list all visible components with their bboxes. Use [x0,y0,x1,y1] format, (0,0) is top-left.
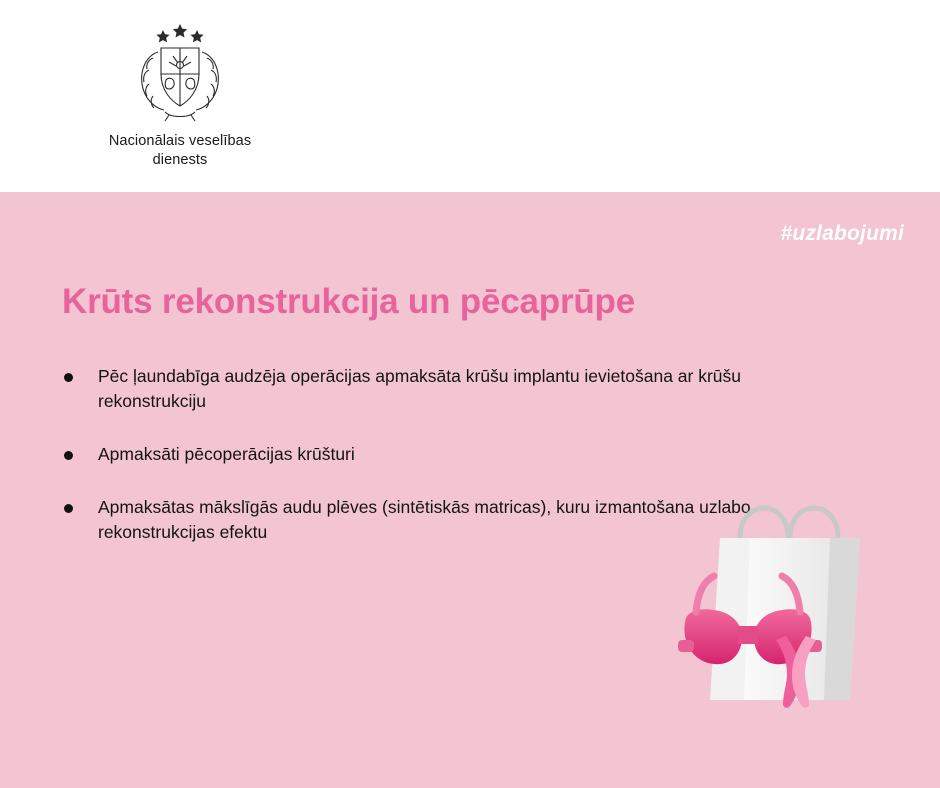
bullet-list [58,364,758,573]
organization-logo [60,18,300,170]
page-title: Krūts rekonstrukcija un pēcaprūpe [62,282,636,321]
list-item: Apmaksāti pēcoperācijas krūšturi [58,442,758,467]
shopping-bag-with-bra-and-ribbon-icon [678,500,898,730]
organization-name-line2: dienests [152,152,208,168]
organization-name [109,132,251,170]
hashtag-label: #uzlabojumi [780,222,904,245]
list-item: Apmaksātas mākslīgās audu plēves (sintētiskās matricas), kuru izmantošana uzlabo rekonstrukcijas efektu [58,495,758,545]
latvia-coat-of-arms-icon [125,18,235,126]
content-panel [0,192,940,788]
organization-name-line1: Nacionālais veselības [108,133,252,149]
header [0,0,940,192]
list-item: Pēc ļaundabīga audzēja operācijas apmaksāta krūšu implantu ievietošana ar krūšu rekonstrukciju [58,364,758,414]
